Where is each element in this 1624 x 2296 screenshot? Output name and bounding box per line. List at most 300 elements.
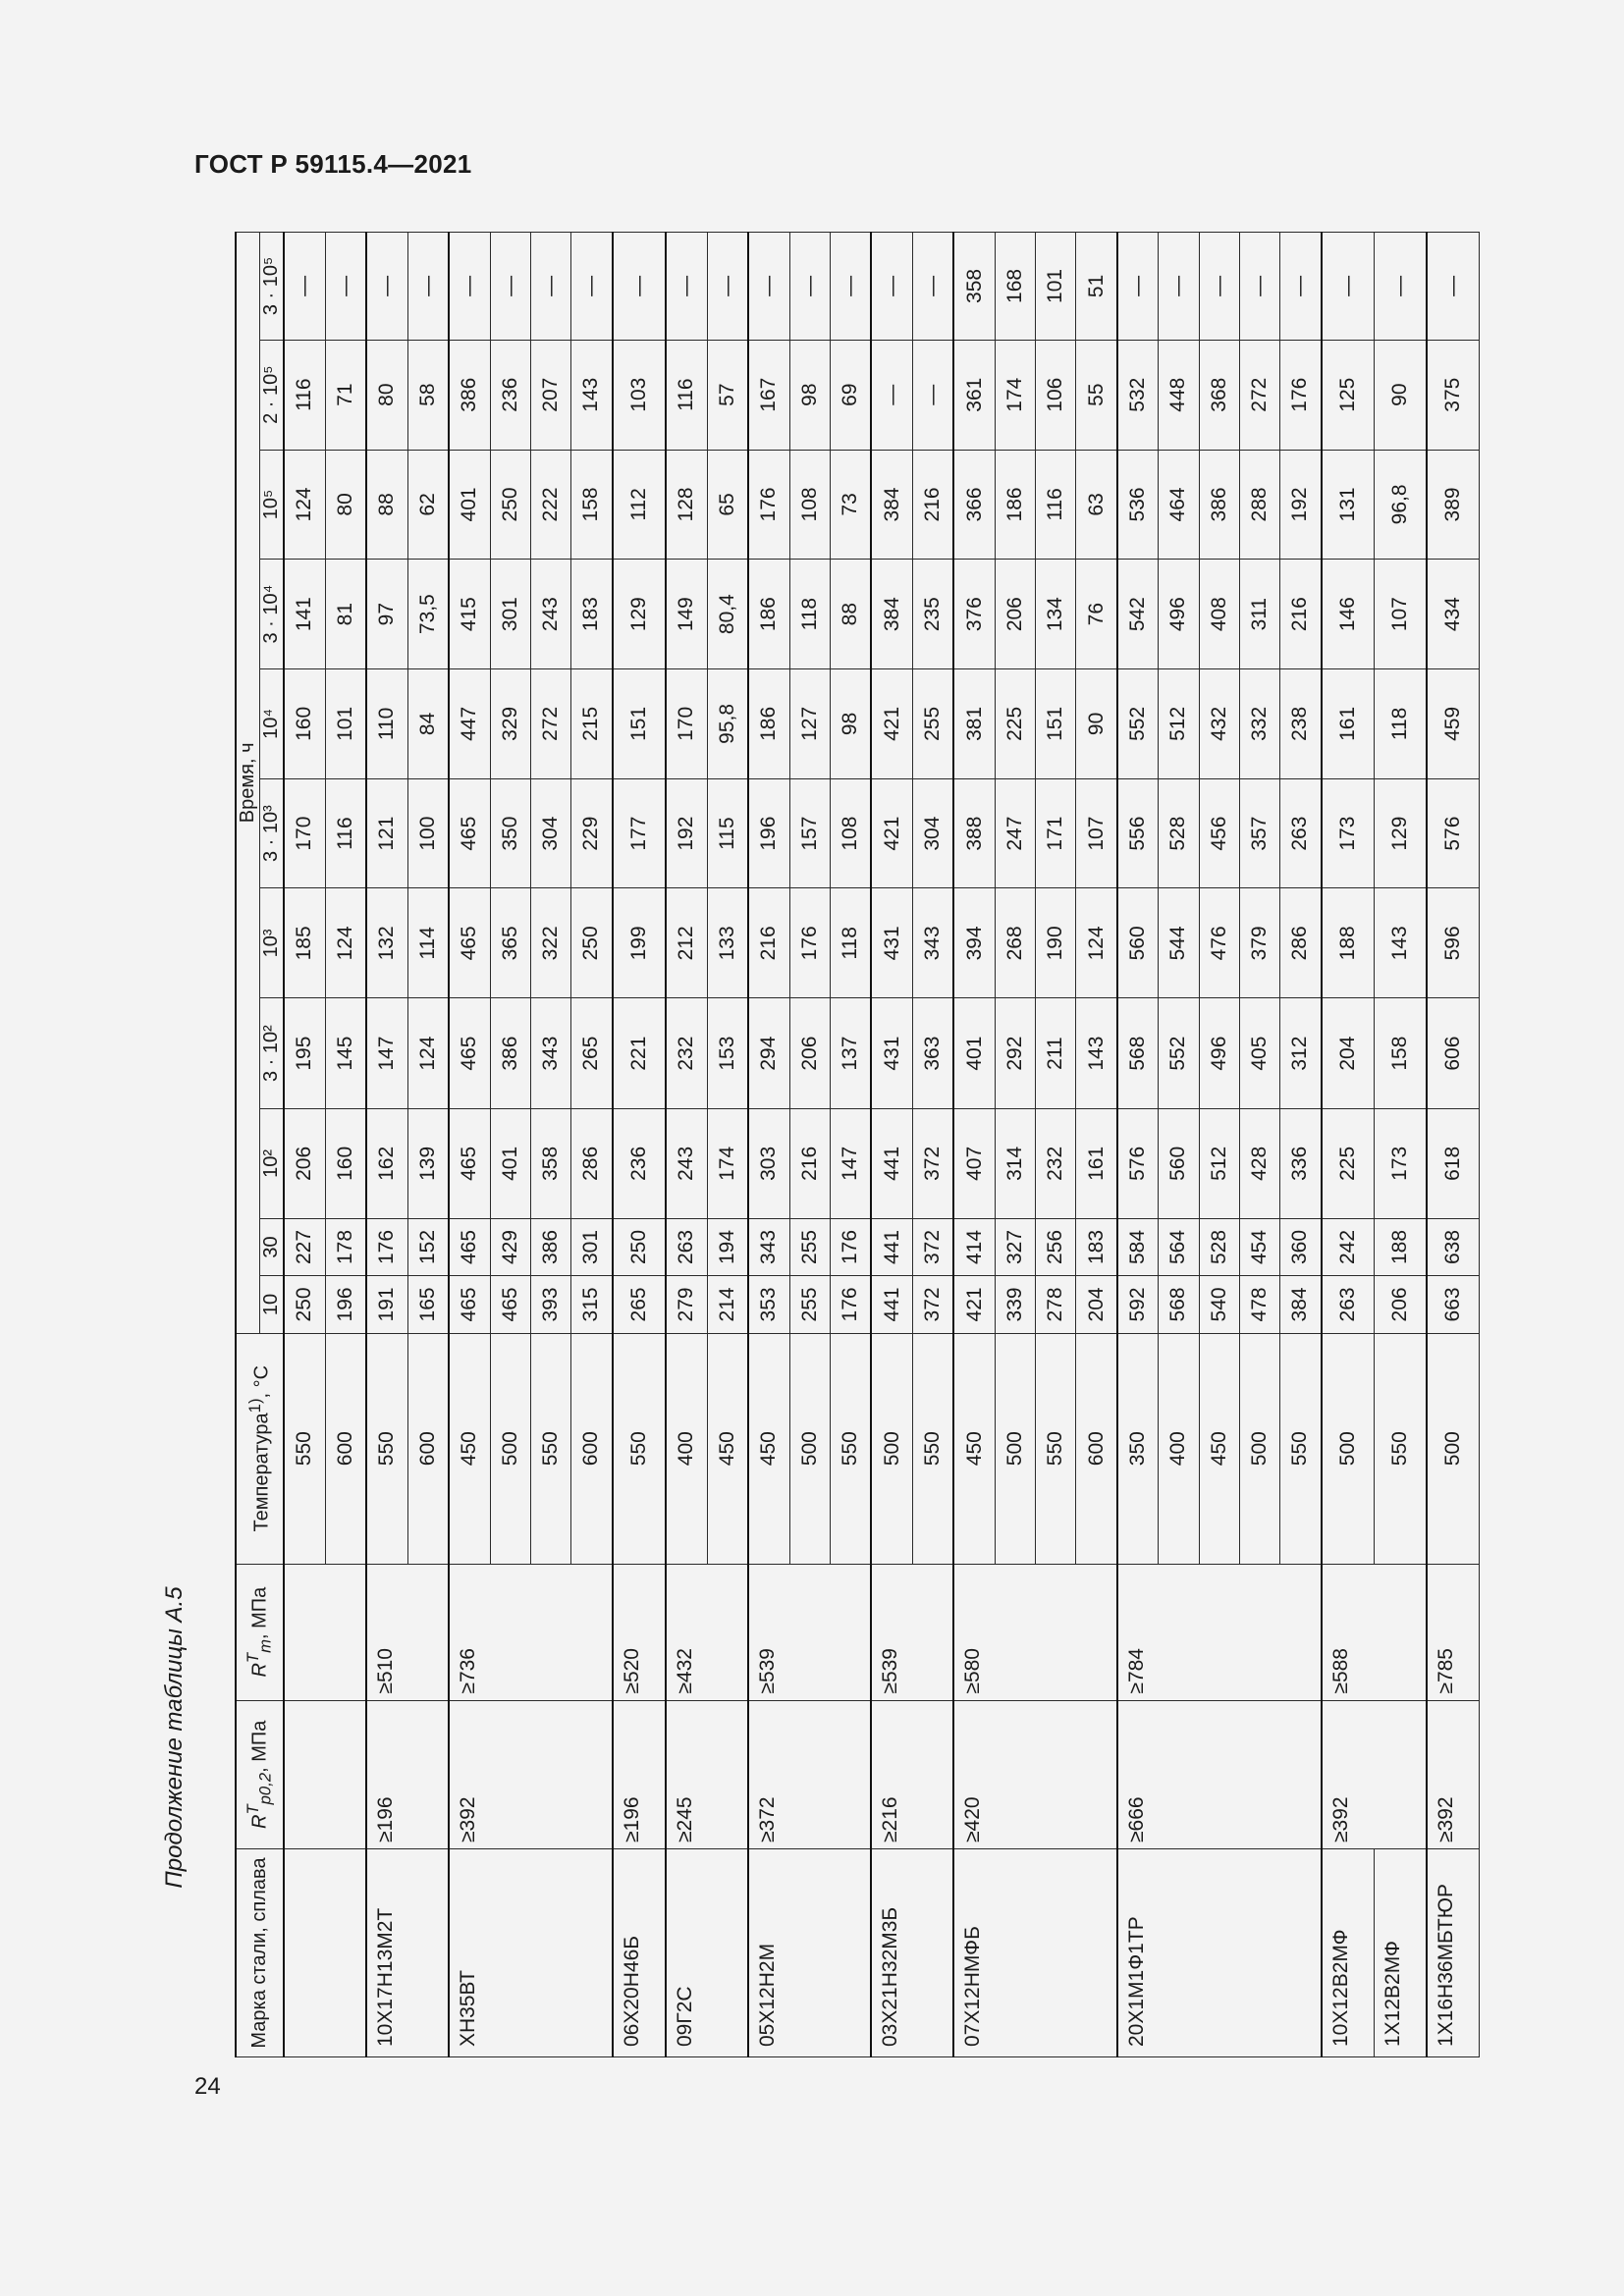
strength-value-cell: 221	[613, 998, 666, 1109]
strength-value-cell: 129	[613, 560, 666, 669]
strength-value-cell: 311	[1239, 560, 1279, 669]
strength-value-cell: 158	[571, 450, 613, 560]
strength-value-cell: 216	[789, 1109, 830, 1219]
grade-cell: 10Х17Н13М2Т	[366, 1849, 449, 2057]
strength-value-cell: 542	[1117, 560, 1159, 669]
strength-value-cell: —	[325, 233, 366, 341]
strength-value-cell: 528	[1199, 1218, 1239, 1275]
yield-strength-cell: ≥392	[1322, 1700, 1427, 1848]
strength-value-cell: 116	[666, 340, 707, 450]
strength-value-cell: 73,5	[407, 560, 449, 669]
strength-value-cell: 421	[871, 669, 912, 779]
strength-value-cell: 279	[666, 1276, 707, 1333]
strength-value-cell: 441	[871, 1109, 912, 1219]
strength-value-cell: 199	[613, 888, 666, 998]
strength-value-cell: 512	[1159, 669, 1199, 779]
strength-value-cell: 408	[1199, 560, 1239, 669]
strength-value-cell: —	[284, 233, 325, 341]
header-time-group: Время, ч	[236, 233, 260, 1334]
temperature-cell: 450	[707, 1333, 748, 1564]
yield-strength-cell: ≥420	[953, 1700, 1116, 1848]
strength-value-cell: 322	[530, 888, 570, 998]
strength-value-cell: —	[666, 233, 707, 341]
yield-strength-cell: ≥372	[748, 1700, 871, 1848]
strength-value-cell: 618	[1427, 1109, 1480, 1219]
strength-value-cell: —	[1427, 233, 1480, 341]
strength-value-cell: 207	[530, 340, 570, 450]
strength-value-cell: 401	[490, 1109, 530, 1219]
strength-value-cell: 195	[284, 998, 325, 1109]
strength-value-cell: 84	[407, 669, 449, 779]
strength-value-cell: 147	[830, 1109, 871, 1219]
strength-value-cell: 176	[366, 1218, 407, 1275]
grade-cell: 1Х16Н36МБТЮР	[1427, 1849, 1480, 2057]
yield-strength-cell: ≥392	[1427, 1700, 1480, 1848]
strength-value-cell: 225	[995, 669, 1035, 779]
strength-value-cell: 212	[666, 888, 707, 998]
temperature-cell: 550	[284, 1333, 325, 1564]
strength-value-cell: 149	[666, 560, 707, 669]
caption-container	[153, 1580, 196, 1895]
strength-value-cell: —	[830, 233, 871, 341]
strength-value-cell: 421	[871, 778, 912, 888]
header-time: 3 · 10⁵	[260, 233, 285, 341]
temperature-cell: 500	[490, 1333, 530, 1564]
temperature-cell: 400	[666, 1333, 707, 1564]
strength-value-cell: 55	[1076, 340, 1117, 450]
strength-value-cell: —	[530, 233, 570, 341]
header-time: 10	[260, 1276, 285, 1333]
strength-value-cell: 192	[1279, 450, 1321, 560]
strength-value-cell: 386	[530, 1218, 570, 1275]
strength-value-cell: 421	[953, 1276, 995, 1333]
strength-value-cell: 214	[707, 1276, 748, 1333]
strength-value-cell: —	[1239, 233, 1279, 341]
strength-value-cell: 638	[1427, 1218, 1480, 1275]
strength-value-cell: 384	[871, 560, 912, 669]
tensile-strength-cell: ≥580	[953, 1564, 1116, 1700]
strength-value-cell: 236	[613, 1109, 666, 1219]
strength-value-cell: —	[613, 233, 666, 341]
strength-value-cell: 540	[1199, 1276, 1239, 1333]
strength-value-cell: 76	[1076, 560, 1117, 669]
strength-value-cell: 465	[449, 1218, 490, 1275]
header-time: 10²	[260, 1109, 285, 1219]
strength-value-cell: 478	[1239, 1276, 1279, 1333]
strength-value-cell: 124	[1076, 888, 1117, 998]
strength-value-cell: 161	[1322, 669, 1375, 779]
strength-value-cell: 372	[912, 1109, 953, 1219]
strength-value-cell: 176	[830, 1218, 871, 1275]
strength-value-cell: —	[912, 233, 953, 341]
temperature-cell: 400	[1159, 1333, 1199, 1564]
table-row	[449, 233, 490, 2057]
grade-cell	[284, 1849, 366, 2057]
strength-value-cell: 431	[871, 998, 912, 1109]
strength-value-cell: —	[1374, 233, 1427, 341]
strength-value-cell: 186	[748, 560, 789, 669]
yield-strength-cell: ≥196	[613, 1700, 666, 1848]
strength-value-cell: 88	[830, 560, 871, 669]
temperature-cell: 550	[366, 1333, 407, 1564]
strength-value-cell: 250	[490, 450, 530, 560]
strength-value-cell: 132	[366, 888, 407, 998]
strength-value-cell: 139	[407, 1109, 449, 1219]
strength-value-cell: 263	[1322, 1276, 1375, 1333]
strength-value-cell: 286	[571, 1109, 613, 1219]
strength-value-cell: 247	[995, 778, 1035, 888]
strength-value-cell: 236	[490, 340, 530, 450]
strength-value-cell: 465	[449, 1109, 490, 1219]
rotated-table-container	[235, 232, 1480, 2057]
strength-value-cell: 196	[748, 778, 789, 888]
strength-value-cell: 176	[789, 888, 830, 998]
strength-value-cell: 107	[1076, 778, 1117, 888]
tensile-strength-cell: ≥539	[748, 1564, 871, 1700]
tensile-strength-cell	[284, 1564, 366, 1700]
strength-value-cell: 95,8	[707, 669, 748, 779]
header-tensile-strength: $R^T_m$, МПа	[236, 1564, 284, 1700]
temperature-cell: 600	[571, 1333, 613, 1564]
strength-value-cell: 386	[1199, 450, 1239, 560]
strength-value-cell: 476	[1199, 888, 1239, 998]
yield-strength-cell: ≥392	[449, 1700, 612, 1848]
temperature-cell: 500	[1322, 1333, 1375, 1564]
strength-value-cell: 243	[530, 560, 570, 669]
strength-value-cell: 63	[1076, 450, 1117, 560]
strength-value-cell: 663	[1427, 1276, 1480, 1333]
strength-value-cell: 379	[1239, 888, 1279, 998]
grade-cell: 07Х12НМФБ	[953, 1849, 1116, 2057]
strength-value-cell: 173	[1374, 1109, 1427, 1219]
strength-value-cell: 375	[1427, 340, 1480, 450]
yield-strength-cell	[284, 1700, 366, 1848]
strength-value-cell: 288	[1239, 450, 1279, 560]
strength-value-cell: 465	[449, 1276, 490, 1333]
strength-value-cell: 584	[1117, 1218, 1159, 1275]
yield-strength-cell: ≥196	[366, 1700, 449, 1848]
grade-cell: ХН35ВТ	[449, 1849, 612, 2057]
strength-value-cell: 560	[1117, 888, 1159, 998]
strength-value-cell: 143	[1076, 998, 1117, 1109]
strength-value-cell: 564	[1159, 1218, 1199, 1275]
strength-value-cell: 384	[1279, 1276, 1321, 1333]
strength-value-cell: 153	[707, 998, 748, 1109]
strength-value-cell: 343	[912, 888, 953, 998]
strength-value-cell: 206	[284, 1109, 325, 1219]
strength-value-cell: 592	[1117, 1276, 1159, 1333]
temperature-cell: 500	[1427, 1333, 1480, 1564]
strength-value-cell: 304	[530, 778, 570, 888]
strength-value-cell: 454	[1239, 1218, 1279, 1275]
strength-value-cell: 121	[366, 778, 407, 888]
strength-value-cell: 88	[366, 450, 407, 560]
strength-value-cell: 157	[789, 778, 830, 888]
strength-value-cell: 250	[284, 1276, 325, 1333]
strength-value-cell: 332	[1239, 669, 1279, 779]
page-number: 24	[194, 2073, 221, 2100]
table-row	[953, 233, 995, 2057]
strength-value-cell: 384	[871, 450, 912, 560]
strength-value-cell: 137	[830, 998, 871, 1109]
strength-value-cell: 465	[449, 778, 490, 888]
strength-value-cell: 69	[830, 340, 871, 450]
strength-value-cell: 98	[830, 669, 871, 779]
strength-value-cell: 343	[748, 1218, 789, 1275]
strength-value-cell: 194	[707, 1218, 748, 1275]
header-time: 10⁵	[260, 450, 285, 560]
strength-value-cell: 386	[490, 998, 530, 1109]
grade-cell: 20Х1М1Ф1ТР	[1117, 1849, 1322, 2057]
temperature-cell: 600	[1076, 1333, 1117, 1564]
strength-value-cell: 312	[1279, 998, 1321, 1109]
strength-value-cell: 90	[1374, 340, 1427, 450]
strength-value-cell: 158	[1374, 998, 1427, 1109]
strength-value-cell: 97	[366, 560, 407, 669]
strength-value-cell: 124	[407, 998, 449, 1109]
strength-value-cell: 366	[953, 450, 995, 560]
strength-value-cell: 160	[325, 1109, 366, 1219]
strength-value-cell: 448	[1159, 340, 1199, 450]
strength-value-cell: 536	[1117, 450, 1159, 560]
strength-value-cell: 116	[325, 778, 366, 888]
strength-value-cell: 96,8	[1374, 450, 1427, 560]
strength-value-cell: 552	[1117, 669, 1159, 779]
table-row	[366, 233, 407, 2057]
strength-value-cell: 329	[490, 669, 530, 779]
strength-value-cell: 170	[666, 669, 707, 779]
strength-value-cell: 225	[1322, 1109, 1375, 1219]
strength-value-cell: 90	[1076, 669, 1117, 779]
strength-value-cell: 216	[748, 888, 789, 998]
grade-cell: 03Х21Н32М3Б	[871, 1849, 953, 2057]
strength-value-cell: 301	[571, 1218, 613, 1275]
header-grade: Марка стали, сплава	[236, 1849, 284, 2057]
header-yield-strength: $R^T_{p0,2}$, МПа	[236, 1700, 284, 1848]
strength-value-cell: —	[871, 340, 912, 450]
strength-value-cell: 81	[325, 560, 366, 669]
strength-value-cell: 196	[325, 1276, 366, 1333]
strength-value-cell: 372	[912, 1276, 953, 1333]
strength-value-cell: 162	[366, 1109, 407, 1219]
strength-value-cell: —	[912, 340, 953, 450]
temperature-cell: 550	[1036, 1333, 1076, 1564]
strength-value-cell: 174	[995, 340, 1035, 450]
yield-strength-cell: ≥245	[666, 1700, 748, 1848]
strength-value-cell: 124	[284, 450, 325, 560]
temperature-cell: 550	[1374, 1333, 1427, 1564]
strength-value-cell: 368	[1199, 340, 1239, 450]
table-row	[1427, 233, 1480, 2057]
strength-value-cell: 80,4	[707, 560, 748, 669]
strength-value-cell: 401	[953, 998, 995, 1109]
strength-value-cell: 255	[789, 1276, 830, 1333]
strength-value-cell: 108	[789, 450, 830, 560]
temperature-cell: 500	[995, 1333, 1035, 1564]
temperature-cell: 450	[748, 1333, 789, 1564]
strength-value-cell: 174	[707, 1109, 748, 1219]
strength-value-cell: 544	[1159, 888, 1199, 998]
grade-cell: 1Х12В2МФ	[1374, 1849, 1427, 2057]
tensile-strength-cell: ≥539	[871, 1564, 953, 1700]
strength-value-cell: 272	[1239, 340, 1279, 450]
strength-value-cell: 389	[1427, 450, 1480, 560]
strength-value-cell: 143	[571, 340, 613, 450]
temperature-cell: 550	[830, 1333, 871, 1564]
strength-value-cell: 556	[1117, 778, 1159, 888]
strength-value-cell: 188	[1322, 888, 1375, 998]
strength-value-cell: —	[1159, 233, 1199, 341]
strength-value-cell: 145	[325, 998, 366, 1109]
strength-value-cell: —	[449, 233, 490, 341]
strength-value-cell: 215	[571, 669, 613, 779]
strength-value-cell: —	[1279, 233, 1321, 341]
strength-value-cell: 232	[1036, 1109, 1076, 1219]
strength-value-cell: 301	[490, 560, 530, 669]
strength-value-cell: 115	[707, 778, 748, 888]
temperature-cell: 600	[407, 1333, 449, 1564]
strength-value-cell: 363	[912, 998, 953, 1109]
grade-cell: 06Х20Н46Б	[613, 1849, 666, 2057]
strength-value-cell: 407	[953, 1109, 995, 1219]
tensile-strength-cell: ≥736	[449, 1564, 612, 1700]
strength-value-cell: 100	[407, 778, 449, 888]
strength-value-cell: 243	[666, 1109, 707, 1219]
strength-value-cell: 568	[1159, 1276, 1199, 1333]
strength-value-cell: 263	[666, 1218, 707, 1275]
strength-value-cell: 292	[995, 998, 1035, 1109]
temperature-cell: 450	[449, 1333, 490, 1564]
strength-value-cell: 512	[1199, 1109, 1239, 1219]
strength-value-cell: 185	[284, 888, 325, 998]
strength-value-cell: 188	[1374, 1218, 1427, 1275]
strength-value-cell: 434	[1427, 560, 1480, 669]
strength-value-cell: 327	[995, 1218, 1035, 1275]
table-row	[613, 233, 666, 2057]
strength-value-cell: 216	[1279, 560, 1321, 669]
strength-value-cell: 250	[571, 888, 613, 998]
header-time: 10³	[260, 888, 285, 998]
strength-value-cell: 343	[530, 998, 570, 1109]
strength-value-cell: 65	[707, 450, 748, 560]
strength-value-cell: 255	[789, 1218, 830, 1275]
strength-value-cell: 160	[284, 669, 325, 779]
strength-value-cell: 167	[748, 340, 789, 450]
strength-value-cell: 232	[666, 998, 707, 1109]
strength-value-cell: 532	[1117, 340, 1159, 450]
strength-value-cell: 428	[1239, 1109, 1279, 1219]
strength-value-cell: 459	[1427, 669, 1480, 779]
strength-value-cell: 464	[1159, 450, 1199, 560]
tensile-strength-cell: ≥432	[666, 1564, 748, 1700]
strength-value-cell: 176	[830, 1276, 871, 1333]
strength-value-cell: 125	[1322, 340, 1375, 450]
strength-value-cell: 177	[613, 778, 666, 888]
strength-value-cell: 118	[1374, 669, 1427, 779]
strength-value-cell: 447	[449, 669, 490, 779]
table-row	[1322, 233, 1375, 2057]
strength-value-cell: 294	[748, 998, 789, 1109]
strength-value-cell: —	[1117, 233, 1159, 341]
strength-value-cell: 106	[1036, 340, 1076, 450]
strength-value-cell: 372	[912, 1218, 953, 1275]
strength-value-cell: 191	[366, 1276, 407, 1333]
strength-value-cell: 353	[748, 1276, 789, 1333]
strength-value-cell: 206	[789, 998, 830, 1109]
strength-value-cell: —	[789, 233, 830, 341]
strength-value-cell: 576	[1427, 778, 1480, 888]
strength-value-cell: 350	[490, 778, 530, 888]
header-time: 3 · 10³	[260, 778, 285, 888]
temperature-cell: 450	[953, 1333, 995, 1564]
strength-value-cell: 415	[449, 560, 490, 669]
strength-value-cell: 229	[571, 778, 613, 888]
strength-value-cell: 314	[995, 1109, 1035, 1219]
temperature-cell: 600	[325, 1333, 366, 1564]
strength-value-cell: 358	[953, 233, 995, 341]
strength-value-cell: 216	[912, 450, 953, 560]
strength-value-cell: 98	[789, 340, 830, 450]
strength-value-cell: 552	[1159, 998, 1199, 1109]
strength-value-cell: 147	[366, 998, 407, 1109]
strength-value-cell: 178	[325, 1218, 366, 1275]
document-code: ГОСТ Р 59115.4—2021	[194, 149, 472, 179]
strength-value-cell: 186	[748, 669, 789, 779]
tensile-strength-cell: ≥520	[613, 1564, 666, 1700]
strength-value-cell: 560	[1159, 1109, 1199, 1219]
table-body	[284, 233, 1480, 2057]
strength-value-cell: 361	[953, 340, 995, 450]
strength-value-cell: —	[748, 233, 789, 341]
grade-cell: 05Х12Н2М	[748, 1849, 871, 2057]
strength-value-cell: 386	[449, 340, 490, 450]
strength-value-cell: 101	[325, 669, 366, 779]
strength-value-cell: 381	[953, 669, 995, 779]
strength-value-cell: 394	[953, 888, 995, 998]
strength-value-cell: 235	[912, 560, 953, 669]
strength-value-cell: 431	[871, 888, 912, 998]
strength-value-cell: 238	[1279, 669, 1321, 779]
strength-value-cell: 146	[1322, 560, 1375, 669]
strength-value-cell: 134	[1036, 560, 1076, 669]
grade-cell: 09Г2С	[666, 1849, 748, 2057]
strength-value-cell: 242	[1322, 1218, 1375, 1275]
tensile-strength-cell: ≥785	[1427, 1564, 1480, 1700]
strength-value-cell: 80	[366, 340, 407, 450]
strength-value-cell: 272	[530, 669, 570, 779]
strength-value-cell: 528	[1159, 778, 1199, 888]
creep-strength-table	[235, 232, 1480, 2057]
strength-value-cell: 441	[871, 1276, 912, 1333]
strength-value-cell: 101	[1036, 233, 1076, 341]
strength-value-cell: —	[871, 233, 912, 341]
tensile-strength-cell: ≥510	[366, 1564, 449, 1700]
strength-value-cell: 71	[325, 340, 366, 450]
header-time: 10⁴	[260, 669, 285, 779]
strength-value-cell: 227	[284, 1218, 325, 1275]
temperature-cell: 500	[1239, 1333, 1279, 1564]
temperature-cell: 500	[871, 1333, 912, 1564]
strength-value-cell: 278	[1036, 1276, 1076, 1333]
strength-value-cell: 118	[830, 888, 871, 998]
strength-value-cell: 596	[1427, 888, 1480, 998]
strength-value-cell: 204	[1322, 998, 1375, 1109]
strength-value-cell: 58	[407, 340, 449, 450]
strength-value-cell: 256	[1036, 1218, 1076, 1275]
strength-value-cell: 131	[1322, 450, 1375, 560]
strength-value-cell: 165	[407, 1276, 449, 1333]
strength-value-cell: 112	[613, 450, 666, 560]
